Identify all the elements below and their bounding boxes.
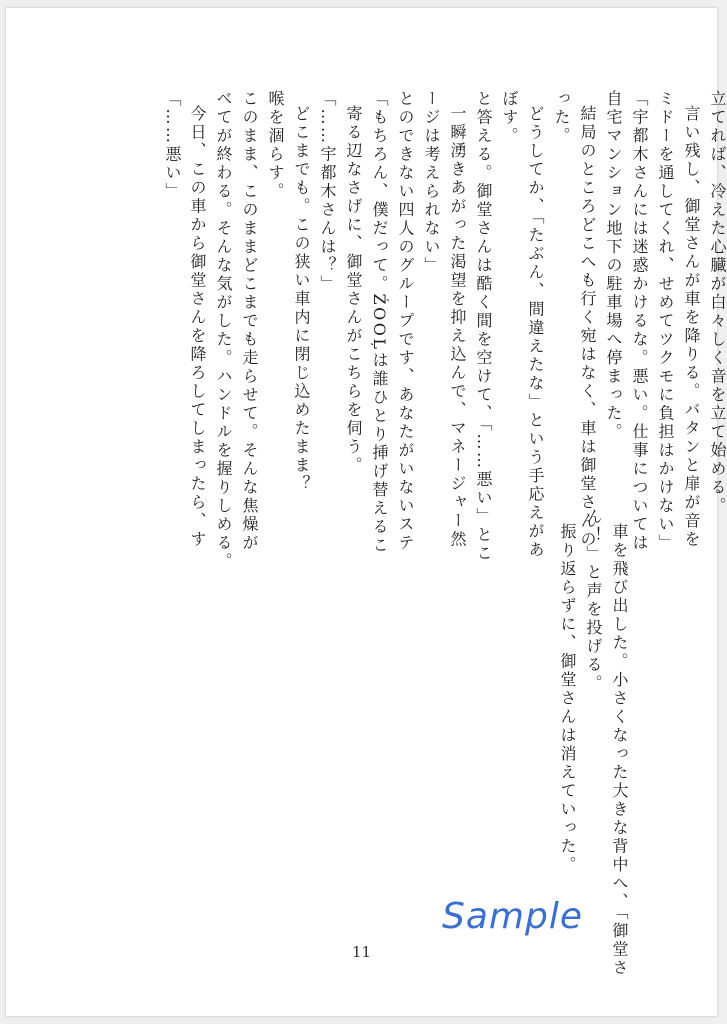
text-column-22: 立てれば、冷えた心臓が白々しく音を立て始める。 (708, 90, 727, 516)
text-column-3: べてが終わる。そんな気がした。ハンドルを握りしめる。 (214, 90, 233, 571)
text-column-4: このまま、このままどこまでも走らせて。そんな焦燥が (240, 90, 259, 553)
page (6, 8, 727, 1016)
text-column-7: 「……宇都木さんは？」 (318, 90, 337, 294)
text-column-15: どうしてか、「たぶん、間違えたな」という手応えがあ (526, 105, 545, 560)
text-column-10: とのできない四人のグループです、あなたがいないステ (396, 90, 415, 553)
text-column-17: 結局のところどこへも行く宛はなく、車は御堂さんの (578, 105, 597, 549)
text-column-25: 振り返らずに、御堂さんは消えていった。 (558, 523, 577, 875)
text-column-21: 言い残し、御堂さんが車を降りる。バタンと扉が音を (682, 105, 701, 549)
text-column-12: 一瞬湧きあがった渇望を抑え込んで、マネージャー然 (448, 105, 467, 549)
text-column-11: ージは考えられない」 (422, 90, 441, 275)
text-column-2: 今日、この車から御堂さんを降ろしてしまったら、す (188, 105, 207, 549)
text-column-18: 自宅マンション地下の駐車場へ停まった。 (604, 90, 623, 442)
text-column-8: 寄る辺なさげに、御堂さんがこちらを伺う。 (344, 105, 363, 475)
text-column-19: 「宇都木さんには迷惑かけるな。悪い。仕事については (630, 90, 649, 553)
text-column-20: ミドーを通してくれ、せめてツクモに負担はかけない」 (656, 90, 675, 553)
text-column-9: 「もちろん、僕だって。ŹOOĻは誰ひとり挿げ替えるこ (370, 90, 389, 555)
text-column-5: 喉を涸らす。 (266, 90, 285, 201)
sample-watermark (438, 886, 583, 946)
text-column-16: った。 (552, 90, 571, 146)
text-column-6: どこまでも。この狭い車内に閉じ込めたまま？ (292, 105, 311, 494)
text-column-23: 車を飛び出した。小さくなった大きな背中へ、「御堂さ (610, 523, 629, 978)
page-number: 11 (351, 943, 372, 961)
text-column-1: 「……悪い」 (163, 90, 182, 201)
text-column-14: ぼす。 (500, 90, 519, 146)
sample-watermark-text: Sample (442, 896, 583, 937)
text-column-24: ん！」と声を投げる。 (584, 508, 603, 693)
text-column-13: と答える。御堂さんは酷く間を空けて、「……悪い」とこ (474, 90, 493, 563)
